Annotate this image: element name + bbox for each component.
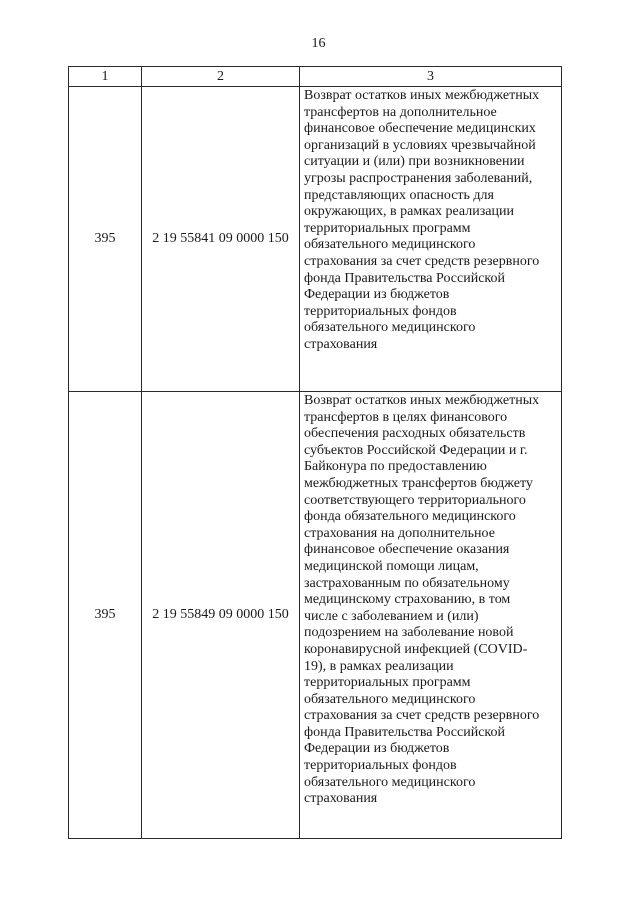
description-line: фонда Правительства Российской: [304, 724, 505, 740]
budget-code-cell: 2 19 55849 09 0000 150: [142, 392, 300, 839]
description-line: страхования на дополнительное: [304, 525, 495, 541]
description-line: субъектов Российской Федерации и г.: [304, 442, 528, 458]
description-line: Федерации из бюджетов: [304, 287, 450, 303]
table-row: [69, 392, 562, 839]
description-line: Возврат остатков иных межбюджетных: [304, 393, 540, 408]
description-line: обязательного медицинского: [304, 691, 476, 707]
description-line: страхования за счет средств резервного: [304, 708, 540, 724]
column-header-3: 3: [300, 67, 562, 87]
administrator-code-cell: 395: [69, 392, 142, 839]
description-line: угрозы распространения заболеваний,: [304, 170, 533, 186]
description-line: территориальных программ: [304, 220, 471, 236]
description-line: фонда Правительства Российской: [304, 270, 505, 286]
description-line: территориальных программ: [304, 675, 471, 691]
description-cell: [300, 87, 562, 392]
page-number: 16: [311, 36, 326, 51]
description-line: страхования: [304, 336, 378, 352]
table-row: [69, 87, 562, 392]
table-header-row: [69, 67, 562, 87]
description-line: представляющих опасность для: [304, 187, 494, 203]
description-line: коронавирусной инфекцией (COVID-: [304, 641, 528, 657]
description-line: медицинской помощи лицам,: [304, 558, 479, 574]
description-line: обязательного медицинского: [304, 237, 476, 253]
description-text: [304, 392, 558, 808]
budget-code-cell: 2 19 55841 09 0000 150: [142, 87, 300, 392]
description-line: фонда обязательного медицинского: [304, 509, 516, 525]
description-line: обязательного медицинского: [304, 774, 476, 790]
description-line: финансовое обеспечение медицинских: [304, 121, 536, 137]
description-line: обязательного медицинского: [304, 320, 476, 336]
description-line: трансфертов в целях финансового: [304, 409, 508, 425]
description-cell: [300, 392, 562, 839]
description-line: Возврат остатков иных межбюджетных: [304, 88, 540, 103]
description-line: окружающих, в рамках реализации: [304, 204, 514, 220]
description-text: [304, 87, 558, 354]
description-line: страхования за счет средств резервного: [304, 253, 540, 269]
description-line: застрахованным по обязательному: [304, 575, 510, 591]
description-line: обеспечения расходных обязательств: [304, 426, 526, 442]
description-line: числе с заболеванием и (или): [304, 608, 479, 624]
administrator-code-cell: 395: [69, 87, 142, 392]
description-line: подозрением на заболевание новой: [304, 625, 514, 641]
description-line: медицинскому страхованию, в том: [304, 592, 511, 608]
description-line: соответствующего территориального: [304, 492, 526, 508]
description-line: межбюджетных трансфертов бюджету: [304, 475, 533, 491]
description-line: территориальных фондов: [304, 303, 457, 319]
description-line: трансфертов на дополнительное: [304, 104, 497, 120]
description-line: ситуации и (или) при возникновении: [304, 154, 525, 170]
budget-classification-table: [68, 66, 562, 839]
description-line: организаций в условиях чрезвычайной: [304, 137, 536, 153]
column-header-1: 1: [69, 67, 142, 87]
description-line: территориальных фондов: [304, 758, 457, 774]
description-line: Федерации из бюджетов: [304, 741, 450, 757]
description-line: Байконура по предоставлению: [304, 459, 487, 475]
description-line: страхования: [304, 791, 378, 807]
description-line: 19), в рамках реализации: [304, 658, 454, 674]
column-header-2: 2: [142, 67, 300, 87]
description-line: финансовое обеспечение оказания: [304, 542, 510, 558]
